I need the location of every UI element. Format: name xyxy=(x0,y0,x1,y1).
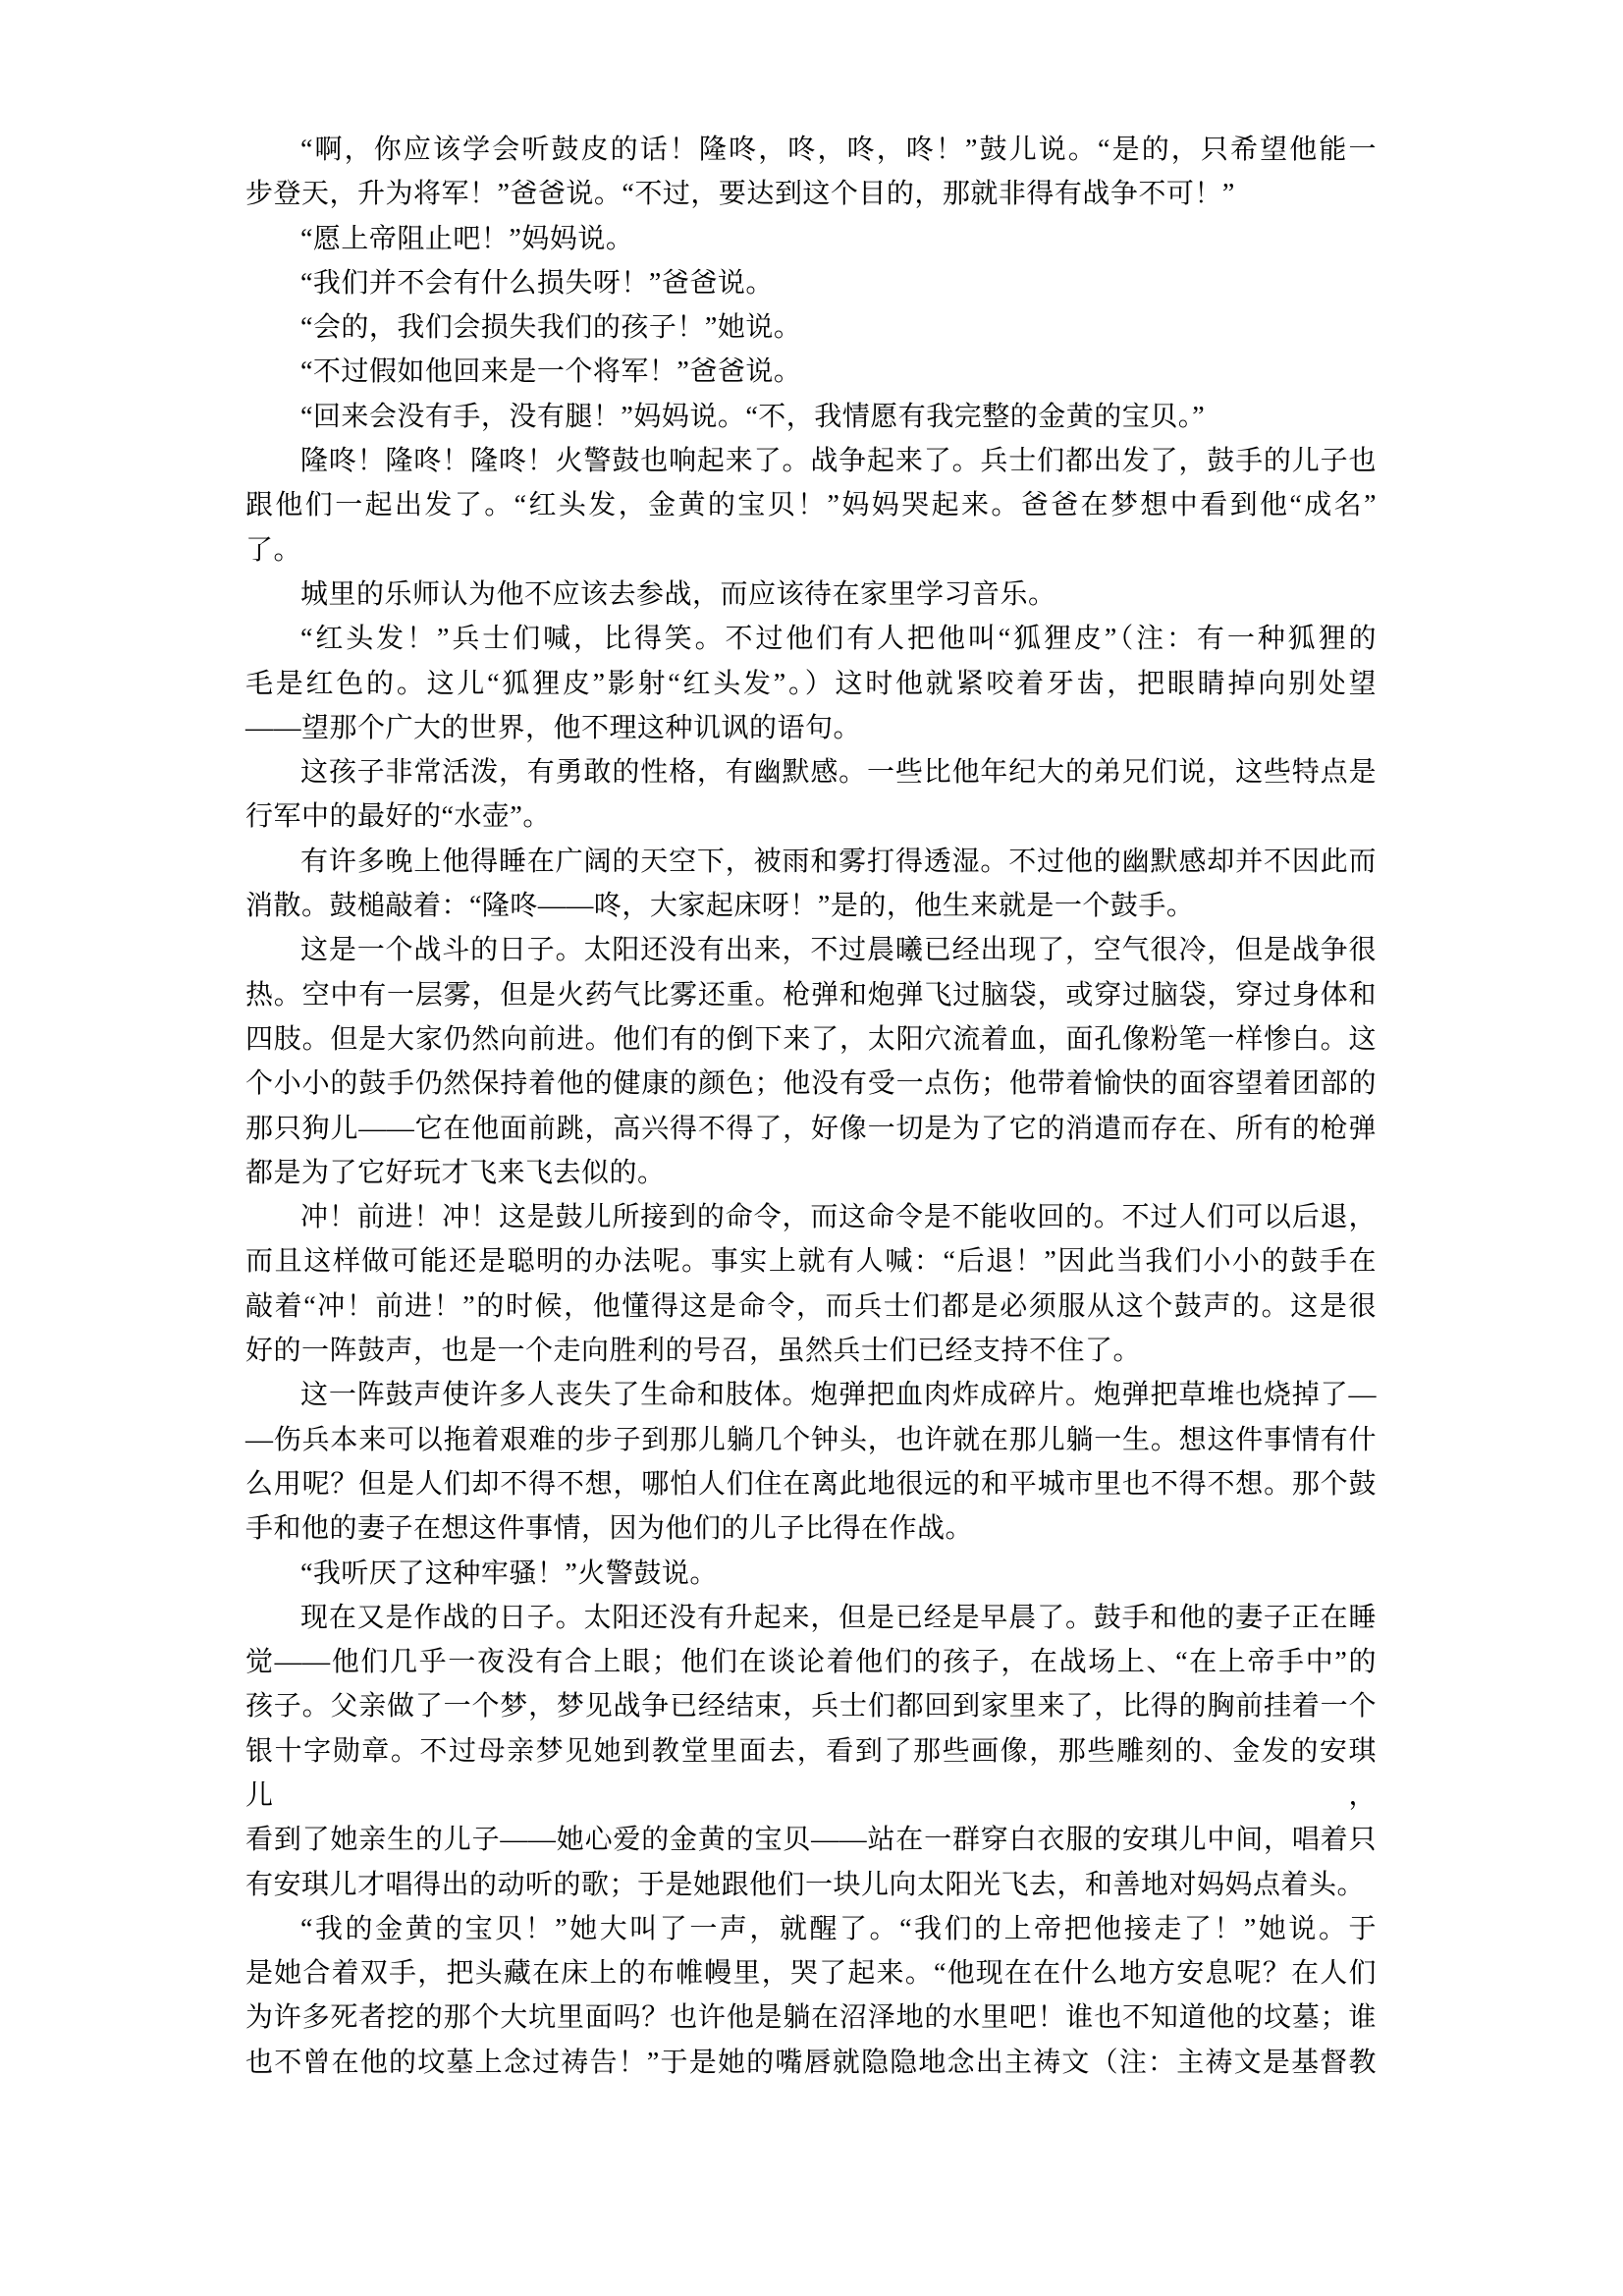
text-line: “啊，你应该学会听鼓皮的话！隆咚，咚，咚，咚！”鼓儿说。“是的，只希望他能一 xyxy=(300,135,1377,165)
text-line: 么用呢？但是人们却不得不想，哪怕人们住在离此地很远的和平城市里也不得不想。那个鼓 xyxy=(245,1468,1377,1500)
text-line: 隆咚！隆咚！隆咚！火警鼓也响起来了。战争起来了。兵士们都出发了，鼓手的儿子也 xyxy=(300,446,1377,477)
text-line: 好的一阵鼓声，也是一个走向胜利的号召，虽然兵士们已经支持不住了。 xyxy=(245,1336,1142,1367)
text-line: 行军中的最好的“水壶”。 xyxy=(245,801,551,833)
text-line: 看到了她亲生的儿子——她心爱的金黄的宝贝——站在一群穿白衣服的安琪儿中间，唱着只 xyxy=(245,1825,1377,1856)
text-line: 是她合着双手，把头藏在床上的布帷幔里，哭了起来。“他现在在什么地方安息呢？在人们 xyxy=(245,1958,1377,1990)
text-line: 而且这样做可能还是聪明的办法呢。事实上就有人喊：“后退！”因此当我们小小的鼓手在 xyxy=(245,1246,1377,1278)
text-line: “不过假如他回来是一个将军！”爸爸说。 xyxy=(300,356,802,388)
text-line: 城里的乐师认为他不应该去参战，而应该待在家里学习音乐。 xyxy=(300,578,1056,610)
text-line: “我的金黄的宝贝！”她大叫了一声，就醒了。“我们的上帝把他接走了！”她说。于 xyxy=(300,1913,1377,1944)
text-line: 银十字勋章。不过母亲梦见她到教堂里面去，看到了那些画像，那些雕刻的、金发的安琪儿， xyxy=(245,1735,1377,1811)
text-line: 这一阵鼓声使许多人丧失了生命和肢体。炮弹把血肉炸成碎片。炮弹把草堆也烧掉了— xyxy=(300,1380,1377,1411)
text-line: “会的，我们会损失我们的孩子！”她说。 xyxy=(300,312,802,344)
text-line: 步登天，升为将军！”爸爸说。“不过，要达到这个目的，那就非得有战争不可！” xyxy=(245,179,1235,210)
text-line: 这是一个战斗的日子。太阳还没有出来，不过晨曦已经出现了，空气很冷，但是战争很 xyxy=(300,935,1377,966)
text-line: 了。 xyxy=(245,534,302,566)
text-line: 有安琪儿才唱得出的动听的歌；于是她跟他们一块儿向太阳光飞去，和善地对妈妈点着头。 xyxy=(245,1869,1366,1900)
text-line: 消散。鼓槌敲着：“隆咚——咚，大家起床呀！”是的，他生来就是一个鼓手。 xyxy=(245,891,1195,922)
text-line: ——望那个广大的世界，他不理这种讥讽的语句。 xyxy=(245,712,862,743)
text-line: “回来会没有手，没有腿！”妈妈说。“不，我情愿有我完整的金黄的宝贝。” xyxy=(300,401,1206,432)
text-line: 有许多晚上他得睡在广阔的天空下，被雨和雾打得透湿。不过他的幽默感却并不因此而 xyxy=(300,846,1377,877)
text-line: 跟他们一起出发了。“红头发，金黄的宝贝！”妈妈哭起来。爸爸在梦想中看到他“成名” xyxy=(245,490,1377,521)
text-line: 那只狗儿——它在他面前跳，高兴得不得了，好像一切是为了它的消遣而存在、所有的枪弹 xyxy=(245,1113,1377,1144)
text-line: “我们并不会有什么损失呀！”爸爸说。 xyxy=(300,267,774,299)
text-line: 个小小的鼓手仍然保持着他的健康的颜色；他没有受一点伤；他带着愉快的面容望着团部的 xyxy=(245,1068,1377,1100)
text-line: —伤兵本来可以拖着艰难的步子到那儿躺几个钟头，也许就在那儿躺一生。想这件事情有什 xyxy=(245,1424,1377,1455)
text-line: 现在又是作战的日子。太阳还没有升起来，但是已经是早晨了。鼓手和他的妻子正在睡 xyxy=(300,1602,1377,1633)
text-line: 冲！前进！冲！这是鼓儿所接到的命令，而这命令是不能收回的。不过人们可以后退， xyxy=(300,1202,1377,1233)
text-line: “愿上帝阻止吧！”妈妈说。 xyxy=(300,223,634,254)
text-line: 毛是红色的。这儿“狐狸皮”影射“红头发”。）这时他就紧咬着牙齿，把眼睛掉向别处望 xyxy=(245,668,1377,699)
text-line: 也不曾在他的坟墓上念过祷告！”于是她的嘴唇就隐隐地念出主祷文（注：主祷文是基督教 xyxy=(245,2047,1377,2078)
text-line: 孩子。父亲做了一个梦，梦见战争已经结束，兵士们都回到家里来了，比得的胸前挂着一个 xyxy=(245,1691,1377,1722)
text-line: 为许多死者挖的那个大坑里面吗？也许他是躺在沼泽地的水里吧！谁也不知道他的坟墓；谁 xyxy=(245,2002,1377,2034)
text-line: “我听厌了这种牢骚！”火警鼓说。 xyxy=(300,1558,718,1589)
text-line: 敲着“冲！前进！”的时候，他懂得这是命令，而兵士们都是必须服从这个鼓声的。这是很 xyxy=(245,1290,1377,1322)
text-line: 热。空中有一层雾，但是火药气比雾还重。枪弹和炮弹飞过脑袋，或穿过脑袋，穿过身体和 xyxy=(245,979,1377,1011)
text-line: “红头发！”兵士们喊，比得笑。不过他们有人把他叫“狐狸皮”（注：有一种狐狸的 xyxy=(300,624,1377,655)
document-text xyxy=(245,128,1377,2085)
text-line: 觉——他们几乎一夜没有合上眼；他们在谈论着他们的孩子，在战场上、“在上帝手中”的 xyxy=(245,1647,1377,1678)
text-line: 四肢。但是大家仍然向前进。他们有的倒下来了，太阳穴流着血，面孔像粉笔一样惨白。这 xyxy=(245,1023,1377,1055)
text-line: 手和他的妻子在想这件事情，因为他们的儿子比得在作战。 xyxy=(245,1513,974,1545)
text-line: 这孩子非常活泼，有勇敢的性格，有幽默感。一些比他年纪大的弟兄们说，这些特点是 xyxy=(300,757,1377,789)
text-line: 都是为了它好玩才飞来飞去似的。 xyxy=(245,1157,666,1188)
